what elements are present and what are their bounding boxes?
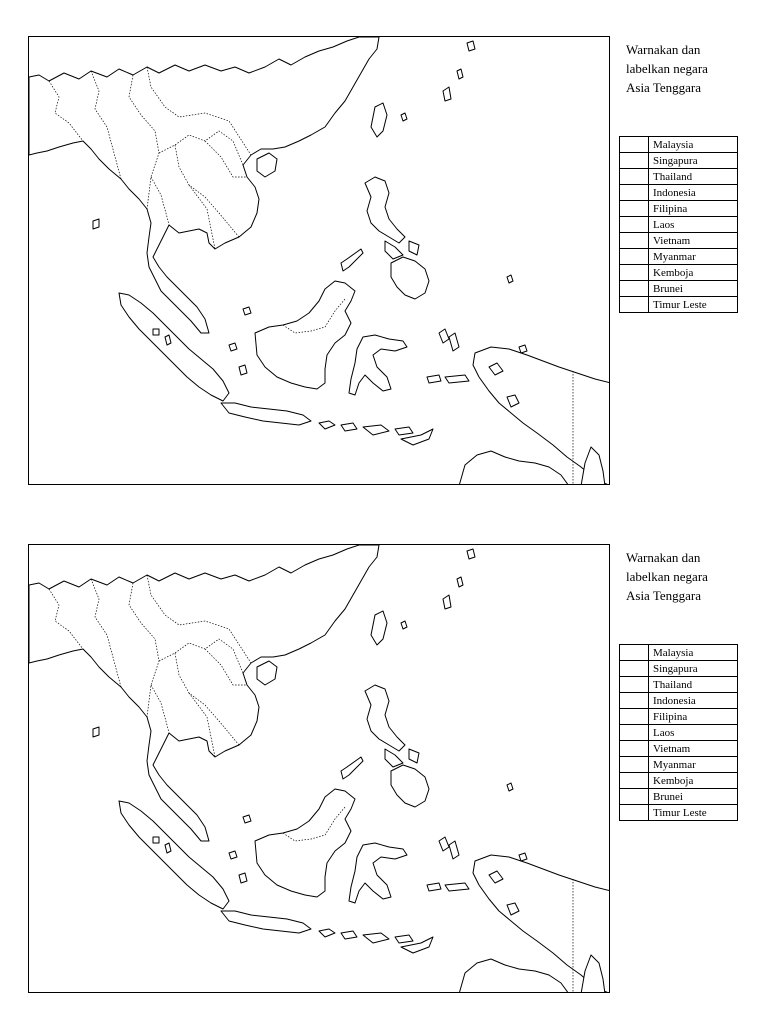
color-box[interactable] [620, 789, 649, 805]
instruction-line: Warnakan dan [626, 550, 701, 565]
country-name: Singapura [649, 661, 738, 677]
instruction-line: Asia Tenggara [626, 80, 702, 95]
country-name: Filipina [649, 201, 738, 217]
table-row [620, 169, 738, 185]
instruction-text [626, 548, 766, 605]
worksheet-bottom [0, 538, 768, 1008]
map-outline [29, 545, 610, 993]
country-name: Thailand [649, 677, 738, 693]
color-box[interactable] [620, 725, 649, 741]
java-island [221, 403, 311, 425]
table-row [620, 265, 738, 281]
hainan-island [257, 153, 277, 177]
borneo-island [255, 281, 355, 389]
country-name: Timur Leste [649, 297, 738, 313]
sumatra-island [119, 801, 229, 909]
table-row [620, 709, 738, 725]
country-name: Timur Leste [649, 805, 738, 821]
country-name: Brunei [649, 281, 738, 297]
color-box[interactable] [620, 265, 649, 281]
color-box[interactable] [620, 137, 649, 153]
table-row [620, 693, 738, 709]
country-name: Laos [649, 217, 738, 233]
palawan-island [341, 757, 363, 779]
country-name: Malaysia [649, 137, 738, 153]
table-row [620, 677, 738, 693]
table-row [620, 773, 738, 789]
table-row [620, 645, 738, 661]
australia-north-coast [459, 959, 569, 993]
country-name: Myanmar [649, 249, 738, 265]
mindanao-island [391, 257, 429, 299]
australia-north-coast [459, 451, 569, 485]
visayas-islands [385, 241, 419, 259]
color-box[interactable] [620, 709, 649, 725]
table-row [620, 249, 738, 265]
instruction-line: labelkan negara [626, 61, 708, 76]
country-name: Kemboja [649, 265, 738, 281]
java-island [221, 911, 311, 933]
table-row [620, 217, 738, 233]
country-legend-table [619, 136, 738, 313]
table-row [620, 661, 738, 677]
table-row [620, 153, 738, 169]
visayas-islands [385, 749, 419, 767]
color-box[interactable] [620, 185, 649, 201]
color-box[interactable] [620, 677, 649, 693]
color-box[interactable] [620, 281, 649, 297]
table-row [620, 233, 738, 249]
table-row [620, 805, 738, 821]
country-name: Laos [649, 725, 738, 741]
color-box[interactable] [620, 805, 649, 821]
instruction-line: Asia Tenggara [626, 588, 702, 603]
worksheet-top [0, 30, 768, 500]
sulawesi-island [349, 843, 407, 903]
country-name: Thailand [649, 169, 738, 185]
hainan-island [257, 661, 277, 685]
southeast-asia-blank-map [28, 36, 610, 485]
table-row [620, 297, 738, 313]
borneo-island [255, 789, 355, 897]
country-name: Myanmar [649, 757, 738, 773]
table-row [620, 281, 738, 297]
sulawesi-island [349, 335, 407, 395]
country-name: Singapura [649, 153, 738, 169]
palawan-island [341, 249, 363, 271]
color-box[interactable] [620, 741, 649, 757]
color-box[interactable] [620, 757, 649, 773]
country-name: Malaysia [649, 645, 738, 661]
instruction-line: labelkan negara [626, 569, 708, 584]
country-name: Vietnam [649, 233, 738, 249]
table-row [620, 725, 738, 741]
country-name: Vietnam [649, 741, 738, 757]
color-box[interactable] [620, 773, 649, 789]
color-box[interactable] [620, 169, 649, 185]
luzon-island [365, 177, 405, 243]
country-legend-table [619, 644, 738, 821]
country-name: Kemboja [649, 773, 738, 789]
table-row [620, 201, 738, 217]
color-box[interactable] [620, 645, 649, 661]
color-box[interactable] [620, 201, 649, 217]
color-box[interactable] [620, 153, 649, 169]
instruction-line: Warnakan dan [626, 42, 701, 57]
color-box[interactable] [620, 217, 649, 233]
table-row [620, 741, 738, 757]
color-box[interactable] [620, 693, 649, 709]
taiwan-island [371, 611, 387, 645]
instruction-text [626, 40, 766, 97]
sumatra-island [119, 293, 229, 401]
table-row [620, 185, 738, 201]
luzon-island [365, 685, 405, 751]
color-box[interactable] [620, 661, 649, 677]
table-row [620, 137, 738, 153]
table-row [620, 757, 738, 773]
color-box[interactable] [620, 233, 649, 249]
table-row [620, 789, 738, 805]
country-name: Indonesia [649, 185, 738, 201]
color-box[interactable] [620, 297, 649, 313]
country-name: Indonesia [649, 693, 738, 709]
country-name: Filipina [649, 709, 738, 725]
map-outline [29, 37, 610, 485]
taiwan-island [371, 103, 387, 137]
country-name: Brunei [649, 789, 738, 805]
color-box[interactable] [620, 249, 649, 265]
mindanao-island [391, 765, 429, 807]
southeast-asia-blank-map [28, 544, 610, 993]
